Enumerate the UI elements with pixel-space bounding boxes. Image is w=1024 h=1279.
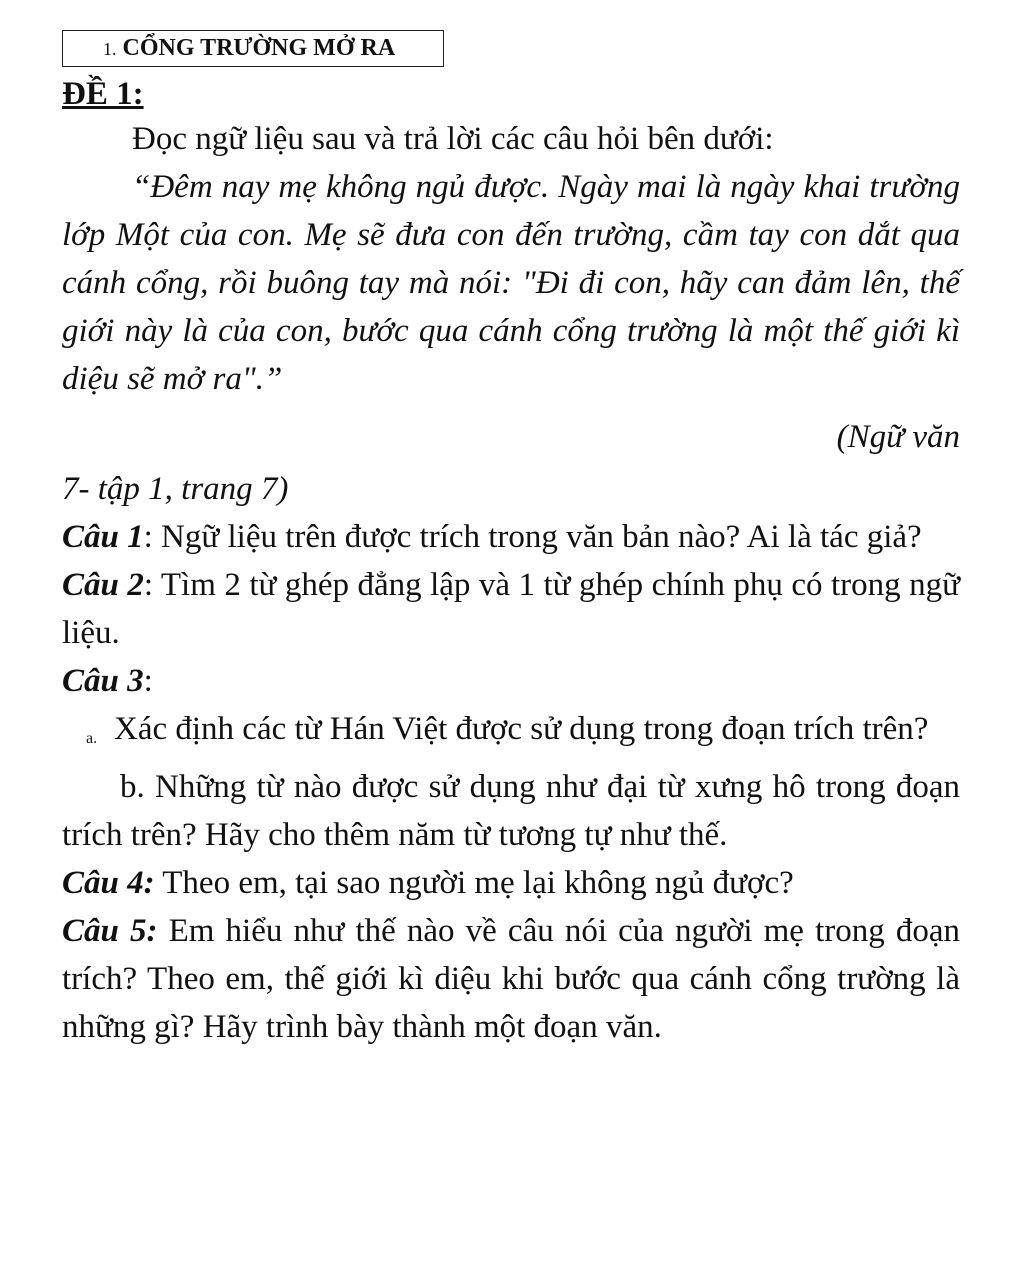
exam-label: ĐỀ 1:	[62, 76, 144, 112]
source-citation-part1: (Ngữ văn	[836, 419, 960, 455]
question-1-text: Ngữ liệu trên được trích trong văn bản nào? Ai là tác giả?	[161, 519, 922, 555]
question-5-label: Câu 5:	[62, 913, 158, 949]
document-page	[62, 30, 960, 1051]
question-1-sep: :	[143, 519, 162, 555]
question-2-text: Tìm 2 từ ghép đẳng lập và 1 từ ghép chính phụ có trong ngữ liệu.	[62, 567, 960, 651]
question-4	[62, 859, 960, 907]
question-2-sep: :	[143, 567, 161, 603]
question-4-label: Câu 4:	[62, 865, 155, 901]
section-title-box	[62, 30, 444, 67]
section-title: CỔNG TRƯỜNG MỞ RA	[122, 35, 396, 61]
question-1-label: Câu 1	[62, 519, 144, 555]
question-5	[62, 907, 960, 1051]
question-4-text: Theo em, tại sao người mẹ lại không ngủ được?	[162, 865, 794, 901]
question-3	[62, 657, 960, 705]
question-3-sub-a-text: Xác định các từ Hán Việt được sử dụng trong đoạn trích trên?	[114, 711, 929, 747]
excerpt-text: “Đêm nay mẹ không ngủ được. Ngày mai là ngày khai trường lớp Một của con. Mẹ sẽ đưa con đến trường, cầm tay con dắt qua cánh cổng, rồi buông tay mà nói: "Đi đi con, hãy can đảm lên, thế giới này là của con, bước qua cánh cổng trường là một thế giới kì diệu sẽ mở ra".”	[62, 169, 960, 397]
question-3-sub-a	[62, 705, 960, 763]
source-citation-part2: 7- tập 1, trang 7)	[62, 471, 289, 507]
question-3-sub-a-mark: a.	[86, 730, 98, 747]
question-2-label: Câu 2	[62, 567, 144, 603]
question-3-sep: :	[143, 663, 153, 699]
question-1	[62, 513, 960, 561]
question-2	[62, 561, 960, 657]
question-5-text: Em hiểu như thế nào về câu nói của người mẹ trong đoạn trích? Theo em, thế giới kì diệu khi bước qua cánh cổng trường là những gì? Hãy trình bày thành một đoạn văn.	[62, 913, 960, 1045]
question-5-sep	[157, 913, 168, 949]
question-3-label: Câu 3	[62, 663, 144, 699]
instruction-text: Đọc ngữ liệu sau và trả lời các câu hỏi bên dưới:	[132, 121, 774, 157]
question-3-sub-b: b. Những từ nào được sử dụng như đại từ xưng hô trong đoạn trích trên? Hãy cho thêm năm từ tương tự như thế.	[62, 769, 960, 853]
section-number: 1.	[103, 39, 117, 59]
